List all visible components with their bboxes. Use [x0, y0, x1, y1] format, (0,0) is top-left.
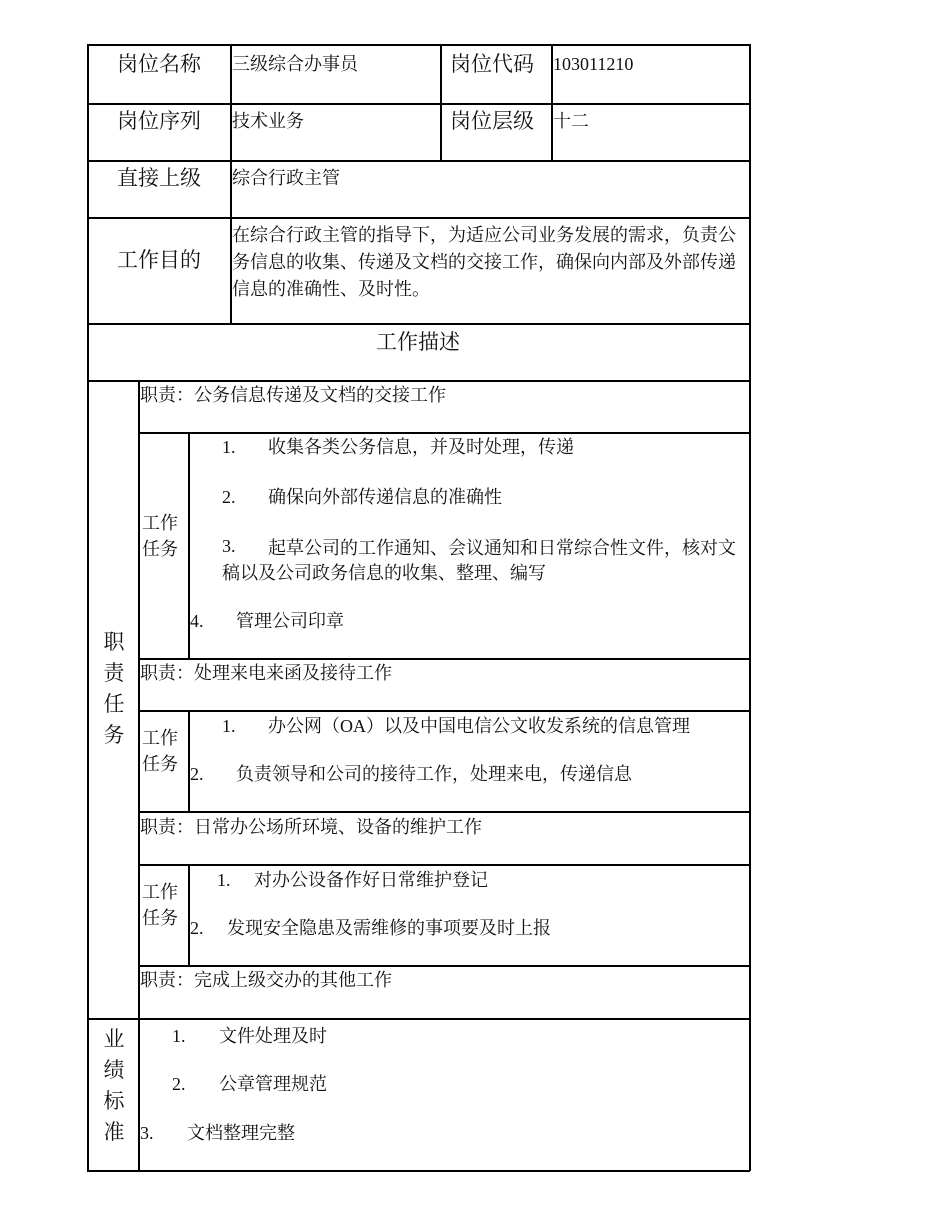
- border: [87, 380, 750, 382]
- task-number: 4.: [190, 611, 204, 631]
- standard-number: 1.: [172, 1026, 186, 1046]
- standards-label: 业绩标准: [103, 1027, 125, 1144]
- border: [749, 44, 751, 1171]
- level-label: 岗位层级: [450, 109, 534, 133]
- border: [188, 710, 190, 812]
- task-text: 确保向外部传递信息的准确性: [268, 487, 502, 507]
- position-code-label: 岗位代码: [450, 52, 534, 76]
- duty-title: 职责：处理来电来函及接待工作: [140, 663, 392, 683]
- border: [87, 1018, 750, 1020]
- task-text: 管理公司印章: [236, 611, 344, 631]
- border: [138, 864, 750, 866]
- border: [138, 658, 750, 660]
- task-number: 1.: [222, 716, 236, 736]
- border: [188, 864, 190, 966]
- task-number: 2.: [190, 918, 204, 938]
- border: [87, 44, 89, 1171]
- border: [138, 432, 750, 434]
- task-number: 2.: [222, 487, 236, 507]
- border: [138, 811, 750, 813]
- task-text: 负责领导和公司的接待工作，处理来电，传递信息: [236, 764, 632, 784]
- task-number: 1.: [222, 437, 236, 457]
- border: [87, 1170, 750, 1172]
- task-number: 1.: [217, 870, 231, 890]
- purpose-text: 在综合行政主管的指导下，为适应公司业务发展的需求，负责公务信息的收集、传递及文档的交接工作，确保向内部及外部传递信息的准确性、及时性。: [232, 225, 736, 299]
- duties-label: 职责任务: [103, 630, 125, 747]
- task-text: 收集各类公务信息，并及时处理，传递: [268, 437, 574, 457]
- duty-title: 职责：公务信息传递及文档的交接工作: [140, 385, 446, 405]
- border: [138, 380, 140, 1171]
- position-code-value: 103011210: [553, 54, 634, 74]
- purpose-label: 工作目的: [117, 248, 201, 272]
- standard-text: 公章管理规范: [219, 1074, 327, 1094]
- border: [87, 217, 750, 219]
- task-text: 起草公司的工作通知、会议通知和日常综合性文件，核对文稿以及公司政务信息的收集、整理、编写: [222, 538, 736, 583]
- task-label: 工作任务: [142, 728, 178, 774]
- standard-number: 3.: [140, 1123, 154, 1143]
- standard-text: 文档整理完整: [187, 1123, 295, 1143]
- description-title: 工作描述: [376, 330, 460, 354]
- position-name-label: 岗位名称: [117, 52, 201, 76]
- task-number: 3.: [222, 536, 236, 556]
- border: [87, 160, 750, 162]
- task-text: 对办公设备作好日常维护登记: [254, 870, 488, 890]
- task-text: 发现安全隐患及需维修的事项要及时上报: [227, 918, 551, 938]
- level-value: 十二: [553, 111, 589, 131]
- border: [138, 710, 750, 712]
- sequence-value: 技术业务: [232, 111, 304, 131]
- border: [138, 965, 750, 967]
- sequence-label: 岗位序列: [117, 109, 201, 133]
- standard-number: 2.: [172, 1074, 186, 1094]
- superior-value: 综合行政主管: [232, 168, 340, 188]
- border: [87, 44, 750, 46]
- task-label: 工作任务: [142, 513, 178, 559]
- standard-text: 文件处理及时: [219, 1026, 327, 1046]
- border: [440, 44, 442, 161]
- border: [87, 323, 750, 325]
- position-name-value: 三级综合办事员: [232, 54, 358, 74]
- superior-label: 直接上级: [117, 166, 201, 190]
- duty-title: 职责：日常办公场所环境、设备的维护工作: [140, 817, 482, 837]
- task-number: 2.: [190, 764, 204, 784]
- duty-title: 职责：完成上级交办的其他工作: [140, 970, 392, 990]
- task-text: 办公网（OA）以及中国电信公文收发系统的信息管理: [268, 716, 690, 736]
- task-label: 工作任务: [142, 882, 178, 928]
- border: [87, 103, 750, 105]
